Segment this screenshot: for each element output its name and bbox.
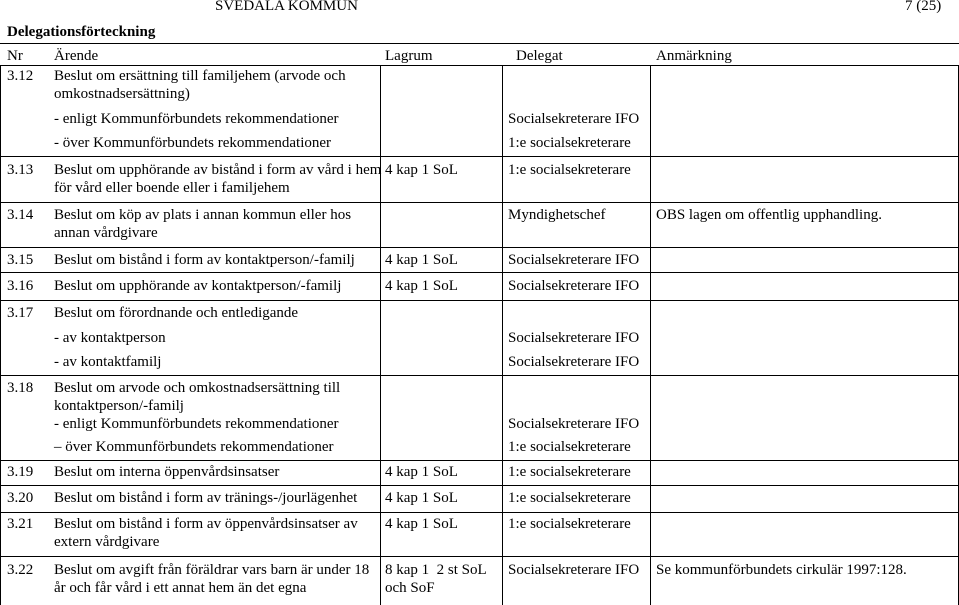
column-rule [650,65,651,605]
column-rule [0,65,1,605]
row-number: 3.17 [7,305,34,321]
row-lagrum: 4 kap 1 SoL [385,464,458,480]
row-number: 3.19 [7,464,34,480]
row-lagrum: 8 kap 1 2 st SoL [385,562,487,578]
row-description: Beslut om bistånd i form av öppenvårdsinsatser av [54,516,358,532]
row-divider [0,375,959,376]
row-lagrum: 4 kap 1 SoL [385,490,458,506]
row-delegat: 1:e socialsekreterare [508,516,631,532]
column-header-arende: Ärende [54,48,99,64]
row-description: Beslut om köp av plats i annan kommun eller hos [54,207,352,223]
row-lagrum: 4 kap 1 SoL [385,252,458,268]
header-rule [0,43,959,44]
row-description: Beslut om bistånd i form av kontaktperson/-familj [54,252,355,268]
row-anmarkning: OBS lagen om offentlig upphandling. [656,207,882,223]
row-divider [0,556,959,557]
row-subitem: – över Kommunförbundets rekommendationer [54,439,334,455]
row-description: extern vårdgivare [54,534,160,550]
row-description: Beslut om ersättning till familjehem (arvode och [54,68,346,84]
row-lagrum: 4 kap 1 SoL [385,516,458,532]
document-title: Delegationsförteckning [7,24,156,40]
row-number: 3.20 [7,490,34,506]
row-divider [0,300,959,301]
column-header-anmarkning: Anmärkning [656,48,732,64]
row-delegat: Socialsekreterare IFO [508,278,640,294]
row-delegat: Socialsekreterare IFO [508,416,640,432]
row-description: Beslut om arvode och omkostnadsersättning till [54,380,341,396]
row-lagrum: 4 kap 1 SoL [385,162,458,178]
row-number: 3.16 [7,278,34,294]
row-number: 3.14 [7,207,34,223]
row-subitem: - av kontaktperson [54,330,166,346]
row-delegat: Socialsekreterare IFO [508,562,640,578]
row-anmarkning: Se kommunförbundets cirkulär 1997:128. [656,562,907,578]
row-divider [0,202,959,203]
row-divider [0,272,959,273]
row-subitem: - av kontaktfamilj [54,354,162,370]
row-delegat: 1:e socialsekreterare [508,464,631,480]
row-delegat: Socialsekreterare IFO [508,252,640,268]
row-number: 3.12 [7,68,34,84]
row-delegat: 1:e socialsekreterare [508,439,631,455]
page-number: 7 (25) [905,0,942,14]
municipality-name: SVEDALA KOMMUN [215,0,358,14]
row-number: 3.22 [7,562,34,578]
row-delegat: 1:e socialsekreterare [508,135,631,151]
row-subitem: - enligt Kommunförbundets rekommendationer [54,111,339,127]
column-header-delegat: Delegat [516,48,563,64]
row-description: Beslut om upphörande av kontaktperson/-familj [54,278,342,294]
column-rule [502,65,503,605]
row-divider [0,485,959,486]
row-description: Beslut om bistånd i form av tränings-/jourlägenhet [54,490,358,506]
row-delegat: Socialsekreterare IFO [508,111,640,127]
row-number: 3.21 [7,516,34,532]
row-description: Beslut om upphörande av bistånd i form av vård i hem [54,162,382,178]
row-delegat: Myndighetschef [508,207,606,223]
row-divider [0,460,959,461]
column-header-lagrum: Lagrum [385,48,433,64]
row-description: Beslut om förordnande och entledigande [54,305,299,321]
row-divider [0,156,959,157]
row-description: Beslut om interna öppenvårdsinsatser [54,464,280,480]
row-delegat: 1:e socialsekreterare [508,490,631,506]
row-description: annan vårdgivare [54,225,158,241]
row-description: år och får vård i ett annat hem än det egna [54,580,307,596]
row-lagrum: och SoF [385,580,435,596]
column-header-rule [0,65,959,66]
row-description: Beslut om avgift från föräldrar vars barn är under 18 [54,562,370,578]
row-number: 3.15 [7,252,34,268]
row-number: 3.13 [7,162,34,178]
row-description: för vård eller boende eller i familjehem [54,180,290,196]
row-description: kontaktperson/-familj [54,398,184,414]
row-lagrum: 4 kap 1 SoL [385,278,458,294]
row-delegat: Socialsekreterare IFO [508,330,640,346]
row-divider [0,512,959,513]
row-divider [0,247,959,248]
row-delegat: Socialsekreterare IFO [508,354,640,370]
row-number: 3.18 [7,380,34,396]
row-description: omkostnadsersättning) [54,86,190,102]
row-subitem: - enligt Kommunförbundets rekommendationer [54,416,339,432]
row-delegat: 1:e socialsekreterare [508,162,631,178]
row-subitem: - över Kommunförbundets rekommendationer [54,135,332,151]
column-header-nr: Nr [7,48,23,64]
column-rule [380,65,381,605]
